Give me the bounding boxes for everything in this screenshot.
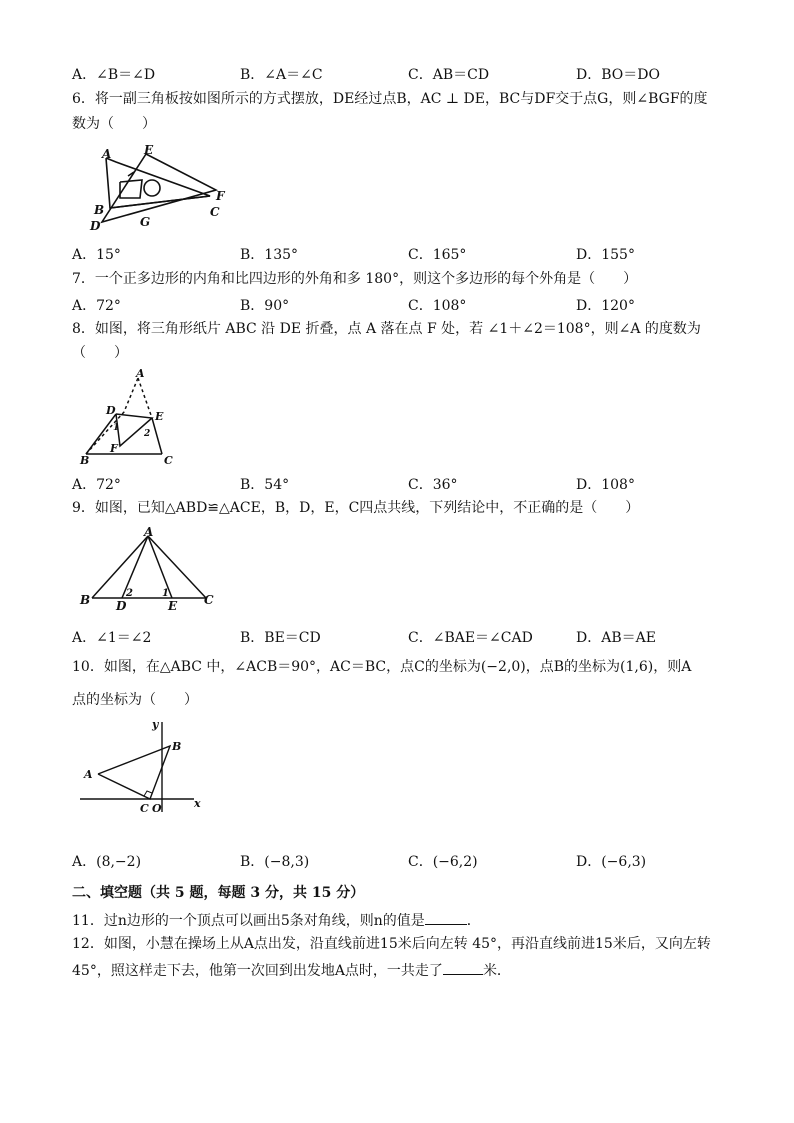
q8-label-f: F bbox=[110, 442, 118, 455]
q9-stem: 9．如图，已知△ABD≌△ACE，B，D，E，C四点共线，下列结论中，不正确的是（ ） bbox=[72, 500, 640, 516]
q8-figure bbox=[78, 368, 188, 466]
q10-option-b: B．(−8,3) bbox=[240, 854, 310, 870]
q6-circle bbox=[144, 180, 160, 196]
q5-options bbox=[72, 64, 732, 82]
q8-label-a: A bbox=[136, 368, 145, 380]
q8-stem-line1: 8．如图，将三角形纸片 ABC 沿 DE 折叠，点 A 落在点 F 处，若 ∠1＋∠2＝108°，则∠A 的度数为 bbox=[72, 321, 701, 337]
q10-figure bbox=[76, 716, 206, 816]
q10-option-c: C．(−6,2) bbox=[408, 854, 478, 870]
q7-option-a: A．72° bbox=[72, 298, 121, 314]
q10-label-b: B bbox=[172, 740, 182, 753]
q5-option-a: A．∠B＝∠D bbox=[72, 67, 156, 83]
q8-label-angle-1: 1 bbox=[113, 423, 120, 433]
q12-stem-line2 bbox=[72, 960, 511, 980]
q6-triangle-def bbox=[102, 154, 216, 222]
q8-label-b: B bbox=[80, 454, 90, 466]
q9-options bbox=[72, 627, 732, 645]
q8-label-d: D bbox=[106, 404, 116, 417]
q10-option-d: D．(−6,3) bbox=[576, 854, 647, 870]
q10-label-a: A bbox=[84, 768, 93, 781]
q6-option-c: C．165° bbox=[408, 247, 467, 263]
q8-label-c: C bbox=[164, 454, 173, 466]
q10-stem-line2: 点的坐标为（ ） bbox=[72, 692, 198, 708]
q10-label-o: O bbox=[152, 802, 162, 815]
q8-stem-line2: （ ） bbox=[72, 345, 128, 361]
q6-option-d: D．155° bbox=[576, 247, 635, 263]
q6-option-b: B．135° bbox=[240, 247, 299, 263]
q9-label-c: C bbox=[204, 593, 214, 607]
q5-option-b: B．∠A＝∠C bbox=[240, 67, 323, 83]
q9-option-c: C．∠BAE＝∠CAD bbox=[408, 630, 533, 646]
q8-option-d: D．108° bbox=[576, 477, 635, 493]
q8-options bbox=[72, 474, 732, 492]
q12-answer-blank[interactable] bbox=[443, 960, 483, 975]
q8-option-a: A．72° bbox=[72, 477, 121, 493]
q9-label-e: E bbox=[168, 599, 178, 613]
q12-text-after: 米． bbox=[482, 963, 511, 979]
q8-option-c: C．36° bbox=[408, 477, 458, 493]
q11-answer-blank[interactable] bbox=[425, 910, 467, 925]
q10-option-a: A．(8,−2) bbox=[72, 854, 142, 870]
q9-option-a: A．∠1＝∠2 bbox=[72, 630, 152, 646]
q8-option-b: B．54° bbox=[240, 477, 290, 493]
q6-label-g: G bbox=[140, 215, 151, 229]
q10-label-c: C bbox=[140, 802, 149, 815]
q6-option-a: A．15° bbox=[72, 247, 121, 263]
q10-triangle-abc bbox=[98, 746, 170, 799]
q10-options bbox=[72, 851, 732, 869]
q10-label-x: x bbox=[194, 797, 201, 810]
q9-label-b: B bbox=[80, 593, 91, 607]
q9-label-angle-1: 1 bbox=[162, 588, 169, 599]
q9-label-angle-2: 2 bbox=[126, 588, 133, 599]
q11-stem bbox=[72, 910, 481, 930]
q5-option-c: C．AB＝CD bbox=[408, 67, 490, 83]
q6-figure bbox=[88, 142, 238, 234]
q10-stem-line1: 10．如图，在△ABC 中，∠ACB＝90°，AC＝BC，点C的坐标为(−2,0)，点B的坐标为(1,6)，则A bbox=[72, 659, 692, 675]
q6-label-e: E bbox=[144, 143, 154, 157]
q9-option-d: D．AB＝AE bbox=[576, 630, 656, 646]
q7-option-c: C．108° bbox=[408, 298, 467, 314]
q8-label-e: E bbox=[155, 410, 164, 423]
q11-text-after: ． bbox=[466, 913, 481, 929]
q6-label-f: F bbox=[216, 189, 225, 203]
q7-option-b: B．90° bbox=[240, 298, 290, 314]
q8-label-angle-2: 2 bbox=[144, 429, 151, 439]
q9-label-a: A bbox=[144, 526, 154, 539]
q5-option-d: D．BO＝DO bbox=[576, 67, 660, 83]
q12-text-before: 45°，照这样走下去，他第一次回到出发地A点时，一共走了 bbox=[72, 963, 443, 979]
q12-stem-line1: 12．如图，小慧在操场上从A点出发，沿直线前进15米后向左转 45°，再沿直线前进15米后，又向左转 bbox=[72, 936, 711, 952]
q10-label-y: y bbox=[152, 718, 159, 731]
q6-label-a: A bbox=[102, 147, 112, 161]
q7-options bbox=[72, 295, 732, 313]
q6-stem-line1: 6．将一副三角板按如图所示的方式摆放，DE经过点B，AC ⊥ DE，BC与DF交于点G，则∠BGF的度 bbox=[72, 91, 708, 107]
q6-stem-line2: 数为（ ） bbox=[72, 116, 156, 132]
q6-options bbox=[72, 244, 732, 262]
q6-label-d: D bbox=[90, 219, 101, 233]
q11-text-before: 11．过n边形的一个顶点可以画出5条对角线，则n的值是 bbox=[72, 913, 425, 929]
q6-label-b: B bbox=[94, 203, 105, 217]
q7-stem: 7．一个正多边形的内角和比四边形的外角和多 180°，则这个多边形的每个外角是（ ） bbox=[72, 271, 638, 287]
q9-option-b: B．BE＝CD bbox=[240, 630, 321, 646]
q9-label-d: D bbox=[116, 599, 127, 613]
q9-figure bbox=[78, 526, 224, 614]
q7-option-d: D．120° bbox=[576, 298, 635, 314]
q6-label-c: C bbox=[210, 205, 220, 219]
section-2-heading: 二、填空题（共 5 题，每题 3 分，共 15 分） bbox=[72, 885, 365, 901]
